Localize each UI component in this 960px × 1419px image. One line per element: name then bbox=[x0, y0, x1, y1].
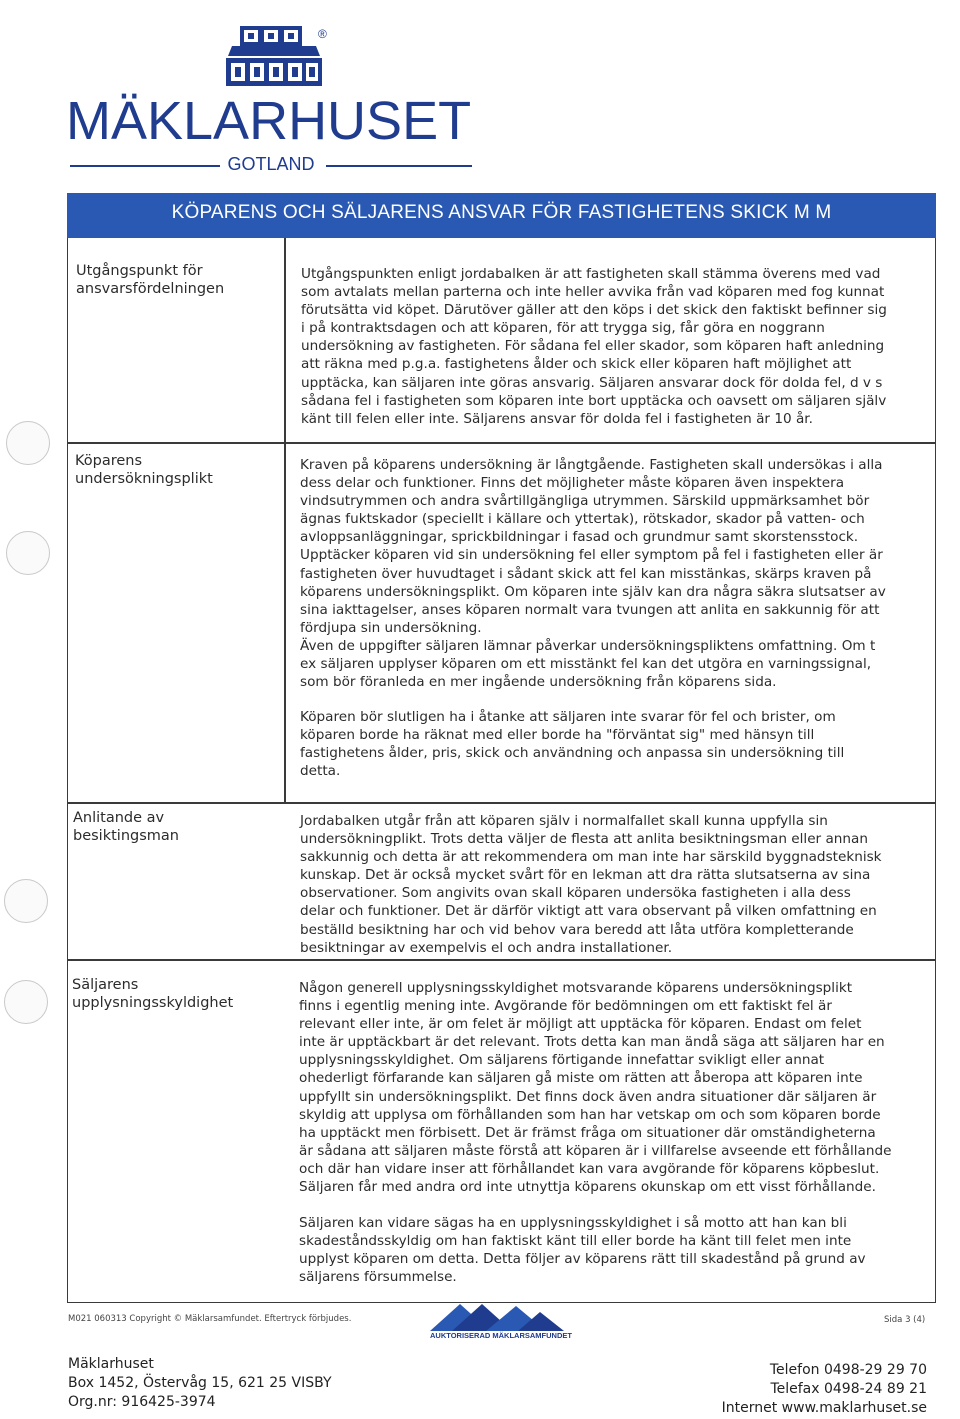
brand-region bbox=[70, 154, 472, 178]
binder-hole bbox=[4, 879, 48, 923]
column-divider bbox=[284, 238, 286, 444]
company-org-nr: Org.nr: 916425-3974 bbox=[68, 1394, 216, 1410]
section-text-buyer-inspection-duty-cont: Köparen bör slutligen ha i åtanke att säljaren inte svarar för fel och brister, om köparen borde ha räknat med eller borde ha "förväntat sig" med hänsyn till fastighetens ålder, pris, skick och användning och anpassa sin undersökning till detta. bbox=[300, 709, 845, 780]
section-label-buyer-inspection-duty: Köparens undersökningsplikt bbox=[75, 453, 213, 487]
binder-hole bbox=[6, 421, 50, 465]
section-text-buyer-inspection-duty: Kraven på köparens undersökning är långtgående. Fastigheten skall undersökas i alla dess delar och funktioner. Finns det möjligheter måste köparen även inspektera vindsutrymmen och andra svårtillgängliga utrymmen. Särskild uppmärksamhet bör ägnas fuktskador (speciellt i källare och yttertak), rötskador, skador på vatten- och avloppsanläggningar, sprickbildningar i fasad och grundmur samt skorstensstock. Upptäcker köparen vid sin undersökning fel eller symptom på fel i fastigheten eller är fastigheten över huvudtaget i sådant skick att fel kan misstänkas, skärps kraven på köparens undersökningsplikt. Om köparen inte själv kan dra några säkra slutsatser av sina iakttagelser, anses köparen normalt vara tvungen att anlita en sakkunnig för att fördjupa sin undersökning. Även de uppgifter säljaren lämnar påverkar undersökningspliktens omfattning. Om t ex säljaren upplyser köparen om ett misstänkt fel kan det utgöra en varningssignal, som bör föranleda en mer ingående undersökning från köparens sida. bbox=[300, 457, 886, 691]
section-label-starting-point: Utgångspunkt för ansvarsfördelningen bbox=[76, 263, 225, 297]
house-logo-icon bbox=[222, 22, 326, 90]
row-divider bbox=[67, 959, 936, 961]
section-text-starting-point: Utgångspunkten enligt jordabalken är att fastigheten skall stämma överens med vad som avtalats mellan parterna och inte heller avvika från vad köparen med fog kunnat förutsätta vid köpet. Därutöver gäller att den köps i det skick den faktiskt befinner sig i på kontraktsdagen och att köparen, för att trygga sig, får göra en noggrann undersökning av fastigheten. För sådana fel eller skador, som köparen haft anledning att räkna med p.g.a. fastighetens ålder och skick eller köparen haft möjlighet att upptäcka, kan säljaren inte göras ansvarig. Säljaren ansvarar dock för dolda fel, d v s sådana fel i fastigheten som köparen inte bort upptäcka och oavsett om säljaren själv känt till felen eller inte. Säljarens ansvar för dolda fel i fastigheten är 10 år. bbox=[301, 266, 887, 427]
document-title: KÖPARENS OCH SÄLJARENS ANSVAR FÖR FASTIGHETENS SKICK M M bbox=[171, 202, 832, 223]
brand-name: MÄKLARHUSET bbox=[66, 91, 472, 151]
page-number: Sida 3 (4) bbox=[884, 1315, 926, 1325]
copyright-notice: M021 060313 Copyright © Mäklarsamfundet. Eftertryck förbjudes. bbox=[68, 1314, 352, 1324]
company-phone: Telefon 0498-29 29 70 bbox=[769, 1362, 927, 1378]
section-label-seller-disclosure: Säljarens upplysningsskyldighet bbox=[72, 977, 234, 1011]
brand-region-label: GOTLAND bbox=[227, 154, 315, 174]
column-divider bbox=[284, 444, 286, 803]
document-header bbox=[67, 193, 936, 238]
association-logo-icon bbox=[430, 1302, 574, 1332]
registered-mark: ® bbox=[318, 27, 327, 41]
section-text-seller-disclosure: Någon generell upplysningsskyldighet motsvarande köparens undersökningsplikt finns i egentlig mening inte. Avgörande för bedömningen om ett faktiskt fel är relevant eller inte, är om felet är möjligt att upptäcka för köparen. Endast om felet inte är upptäckbart är det relevant. Trots detta kan man ändå säga att säljaren har en upplysningsskyldighet. Om säljarens förtigande innefattar svikligt eller annat ohederligt förfarande kan säljaren gå miste om rätten att åberopa att köparen inte uppfyllt sin undersökningsplikt. Det finns dock även andra situationer där säljaren är skyldig att upplysa om förhållanden som han har vetskap om och som köparen borde ha upptäckt men förbisett. Det är främst fråga om situationer där omständigheterna är sådana att säljaren måste förstå att köparen är i villfarelse avseende ett förhållande och där han vidare inser att förhållandet kan vara avgörande för köparens köpbeslut. Säljaren får med andra ord inte utnyttja köparens okunskap om ett visst förhållande. bbox=[299, 980, 892, 1196]
section-text-seller-disclosure-cont: Säljaren kan vidare sägas ha en upplysningsskyldighet i så motto att han kan bli skadeståndsskyldig om han faktiskt känt till eller borde ha känt till felet men inte upplyst köparen om detta. Detta följer av köparens rätt till skadestånd på grund av säljarens försummelse. bbox=[299, 1215, 866, 1286]
section-label-inspector: Anlitande av besiktingsman bbox=[73, 810, 179, 844]
contact-left bbox=[68, 1355, 332, 1412]
company-internet: Internet www.maklarhuset.se bbox=[721, 1400, 927, 1416]
company-fax: Telefax 0498-24 89 21 bbox=[770, 1381, 927, 1397]
binder-hole bbox=[4, 980, 48, 1024]
contact-right bbox=[722, 1361, 927, 1418]
binder-hole bbox=[6, 531, 50, 575]
company-address: Box 1452, Östervåg 15, 621 25 VISBY bbox=[68, 1375, 332, 1391]
company-name: Mäklarhuset bbox=[68, 1356, 154, 1372]
section-text-inspector: Jordabalken utgår från att köparen själv i normalfallet skall kunna uppfylla sin undersökningplikt. Trots detta väljer de flesta att anlita besiktningsman eller annan sakkunnig och detta är att rekommendera om man inte har särskild byggnadsteknisk kunskap. Det är också mycket svårt för en lekman att dra rätta slutsatserna av sina observationer. Som angivits ovan skall köparen undersöka fastigheten i alla dess delar och funktioner. Det är därför viktigt att vara observant på vilken omfattning en beställd besiktning har och vid behov vara beredd att låta utföra kompletterande besiktningar av exempelvis el och andra installationer. bbox=[300, 813, 882, 956]
association-name: AUKTORISERAD MÄKLARSAMFUNDET bbox=[430, 1331, 572, 1340]
row-divider bbox=[67, 442, 936, 444]
row-divider bbox=[67, 802, 936, 804]
